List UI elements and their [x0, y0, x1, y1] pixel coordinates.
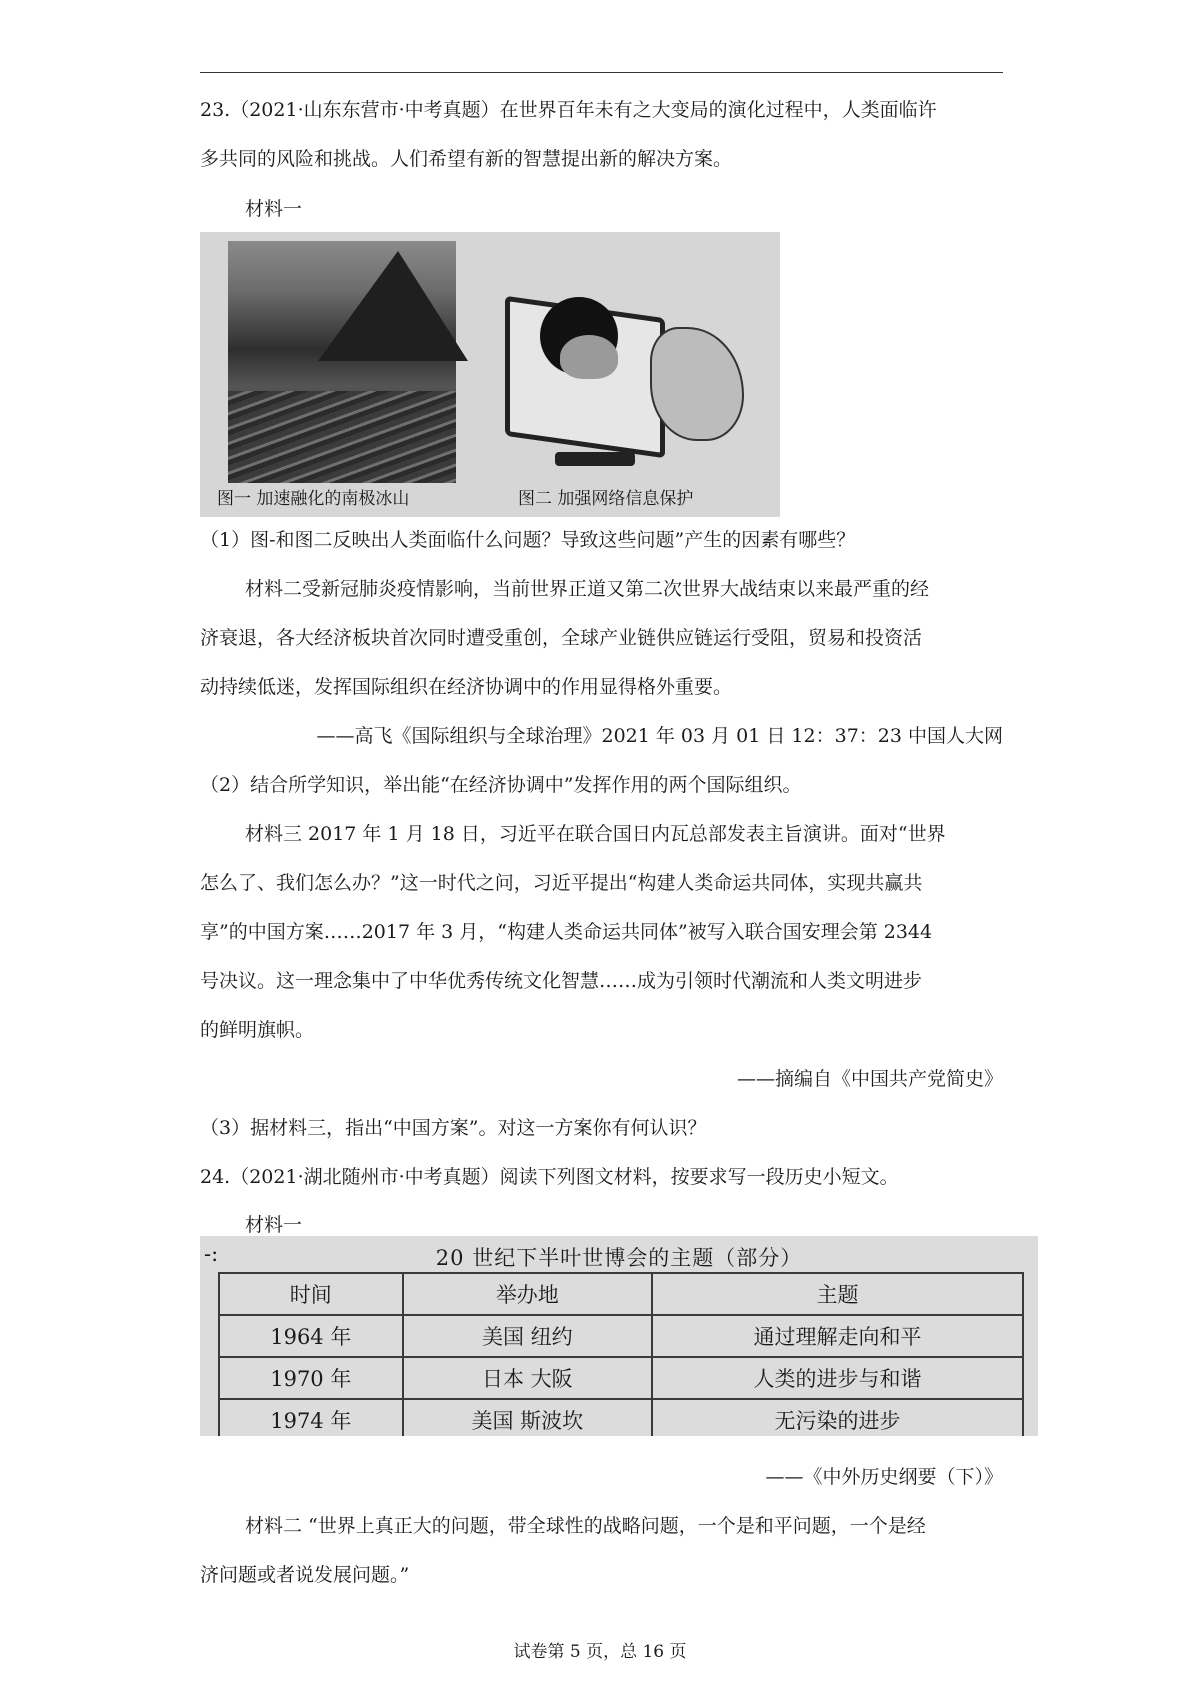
row2-host: 日本 大阪 [403, 1357, 652, 1399]
header-host: 举办地 [403, 1273, 652, 1315]
header-theme: 主题 [652, 1273, 1023, 1315]
q24-material1-label: 材料一 [245, 1214, 303, 1236]
expo-themes-table [218, 1272, 1024, 1436]
row3-theme: 无污染的进步 [652, 1399, 1023, 1436]
table-caption: 20 世纪下半叶世博会的主题（部分） [435, 1246, 803, 1270]
figure2-caption: 图二 加强网络信息保护 [518, 489, 694, 509]
q23-material3-source: ——摘编自《中国共产党简史》 [736, 1068, 1003, 1090]
q23-question1: （1）图-和图二反映出人类面临什么问题？导致这些问题”产生的因素有哪些？ [200, 529, 856, 551]
q23-material2-line1: 材料二受新冠肺炎疫情影响，当前世界正道又第二次世界大战结束以来最严重的经 [245, 578, 930, 600]
page-footer: 试卷第 5 页，总 16 页 [513, 1642, 687, 1662]
header-time: 时间 [219, 1273, 403, 1315]
row2-theme: 人类的进步与和谐 [652, 1357, 1023, 1399]
q23-stem-line1: 23.（2021·山东东营市·中考真题）在世界百年未有之大变局的演化过程中，人类面临许 [200, 99, 937, 121]
row3-host: 美国 斯波坎 [403, 1399, 652, 1436]
table-row [219, 1315, 1023, 1357]
figure1-caption: 图一 加速融化的南极冰山 [217, 489, 410, 509]
row1-theme: 通过理解走向和平 [652, 1315, 1023, 1357]
row3-time: 1974 年 [219, 1399, 403, 1436]
table-prefix: -: [204, 1242, 219, 1266]
network-security-cartoon [485, 267, 765, 482]
q24-material2-line1: 材料二 “世界上真正大的问题，带全球性的战略问题，一个是和平问题，一个是经 [245, 1515, 926, 1537]
table-header-row [219, 1273, 1023, 1315]
table-row [219, 1399, 1023, 1436]
q23-material3-line2: 怎么了、我们怎么办？”这一时代之问，习近平提出“构建人类命运共同体，实现共赢共 [200, 872, 923, 894]
row1-host: 美国 纽约 [403, 1315, 652, 1357]
expo-themes-table-figure [200, 1236, 1038, 1436]
q23-material3-line4: 号决议。这一理念集中了中华优秀传统文化智慧……成为引领时代潮流和人类文明进步 [200, 970, 923, 992]
row1-time: 1964 年 [219, 1315, 403, 1357]
table-row [219, 1357, 1023, 1399]
q23-material2-source: ——高飞《国际组织与全球治理》2021 年 03 月 01 日 12：37：23 中国人大网 [316, 725, 1003, 747]
q24-material2-line2: 济问题或者说发展问题。” [200, 1564, 410, 1586]
q24-table-source: ——《中外历史纲要（下）》 [765, 1466, 1003, 1488]
antarctic-iceberg-photo [228, 241, 456, 483]
q23-material1-label: 材料一 [245, 198, 303, 220]
q24-stem: 24.（2021·湖北随州市·中考真题）阅读下列图文材料，按要求写一段历史小短文。 [200, 1166, 899, 1188]
row2-time: 1970 年 [219, 1357, 403, 1399]
q23-material3-line1: 材料三 2017 年 1 月 18 日，习近平在联合国日内瓦总部发表主旨演讲。面对“世界 [245, 823, 946, 845]
q23-figure [200, 232, 780, 517]
q23-material2-line3: 动持续低迷，发挥国际组织在经济协调中的作用显得格外重要。 [200, 676, 733, 698]
q23-question3: （3）据材料三，指出“中国方案”。对这一方案你有何认识？ [200, 1117, 707, 1139]
q23-material2-line2: 济衰退，各大经济板块首次同时遭受重创，全球产业链供应链运行受阻，贸易和投资活 [200, 627, 923, 649]
q23-stem-line2: 多共同的风险和挑战。人们希望有新的智慧提出新的解决方案。 [200, 148, 733, 170]
q23-material3-line3: 享”的中国方案……2017 年 3 月，“构建人类命运共同体”被写入联合国安理会第 2344 [200, 921, 933, 943]
q23-material3-line5: 的鲜明旗帜。 [200, 1019, 315, 1041]
header-rule [200, 72, 1003, 73]
q23-question2: （2）结合所学知识，举出能“在经济协调中”发挥作用的两个国际组织。 [200, 774, 802, 796]
